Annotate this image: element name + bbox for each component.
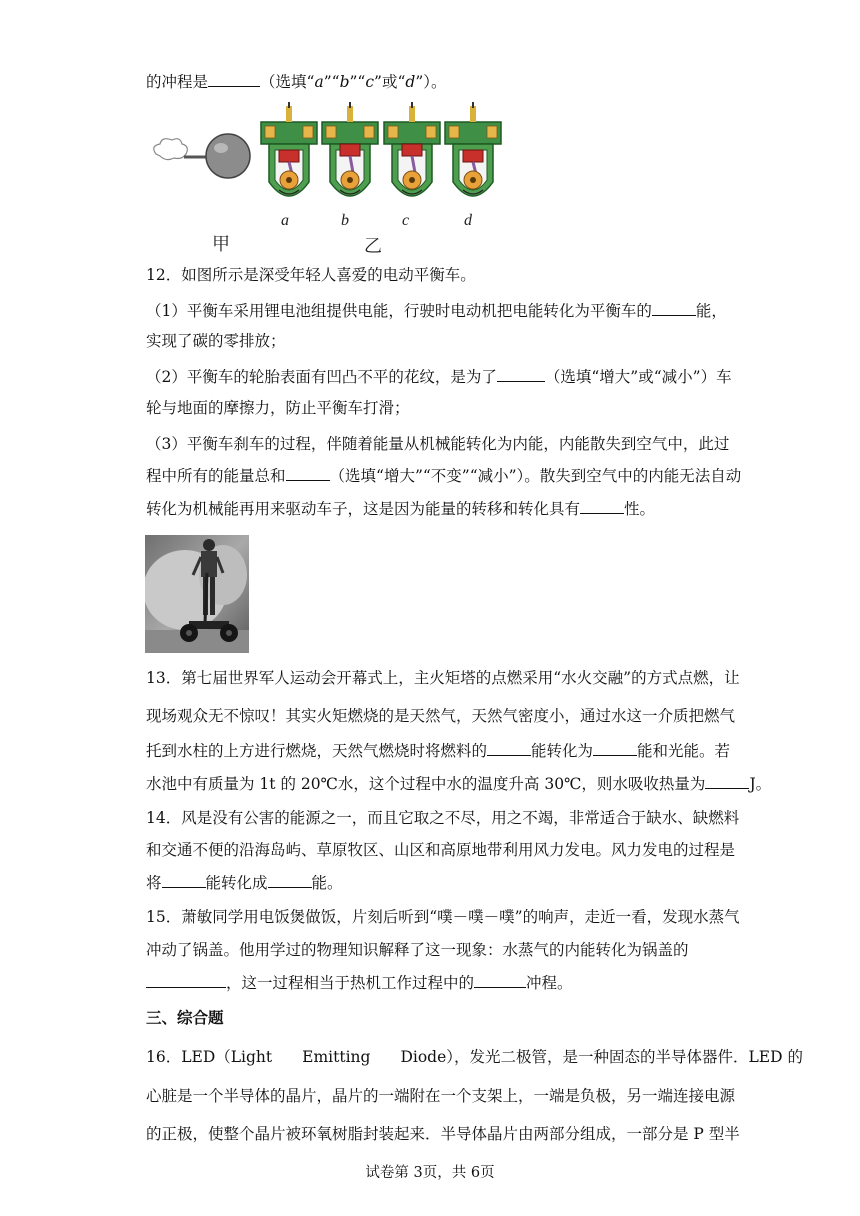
q12-p3c	[146, 499, 655, 519]
q13-l4	[146, 774, 771, 794]
figure-caption-yi: 乙	[364, 236, 382, 257]
text: ，这一过程相当于热机工作过程中的	[226, 974, 475, 992]
text: 冲程。	[526, 974, 573, 992]
text: 程中所有的能量总和	[146, 467, 286, 485]
answer-blank	[208, 72, 260, 87]
text: 水池中有质量为 1t 的 20℃水，这个过程中水的温度升高 30℃，则水吸收热量为	[146, 775, 706, 793]
text: （选填“增大”或“减小”）车	[544, 368, 732, 386]
text: 能转化成	[205, 874, 268, 892]
section-heading: 三、综合题	[146, 1008, 224, 1027]
text: 能。	[311, 874, 343, 892]
answer-blank	[286, 466, 330, 481]
q14-l2: 和交通不便的沿海岛屿、草原牧区、山区和高原地带利用风力发电。风力发电的过程是	[146, 841, 736, 859]
answer-blank	[474, 973, 526, 988]
q13-l3	[146, 741, 730, 761]
engine-cylinder-icon	[261, 102, 317, 196]
text: 性。	[624, 500, 656, 518]
text: 转化为机械能再用来驱动车子，这是因为能量的转移和转化具有	[146, 500, 581, 518]
q12-p2b: 轮与地面的摩擦力，防止平衡车打滑；	[146, 399, 410, 417]
text: 的冲程是	[146, 73, 209, 91]
q16-l2: 心脏是一个半导体的晶片，晶片的一端附在一个支架上，一端是负极，另一端连接电源	[146, 1087, 736, 1105]
answer-blank	[593, 741, 637, 756]
text: J。	[749, 775, 772, 793]
text: b	[339, 73, 350, 91]
q11-line	[146, 72, 447, 92]
q12-p3a: （3）平衡车刹车的过程，伴随着能量从机械能转化为内能，内能散失到空气中，此过	[146, 435, 730, 453]
balloon-illustration	[154, 134, 250, 178]
text: （选填“	[260, 73, 315, 91]
q13-l2: 现场观众无不惊叹！其实火矩燃烧的是天然气，天然气密度小，通过水这一介质把燃气	[146, 707, 736, 725]
engine-label-c: c	[402, 212, 410, 229]
q12-p1a	[146, 301, 727, 321]
text: （选填“增大”“不变”“减小”）。散失到空气中的内能无法自动	[329, 467, 742, 485]
q12-p1b: 实现了碳的零排放；	[146, 332, 286, 350]
text: a	[314, 73, 324, 91]
engine-cylinder-icon	[445, 102, 501, 196]
text: 托到水柱的上方进行燃烧，天然气燃烧时将燃料的	[146, 742, 488, 760]
q16-l1	[146, 1047, 803, 1067]
text: 能和光能。若	[637, 742, 731, 760]
text: ”）。	[415, 73, 447, 91]
engine-stroke-figure	[148, 100, 508, 240]
figure-caption-jia: 甲	[212, 234, 230, 255]
answer-blank	[146, 973, 226, 988]
answer-blank	[652, 301, 696, 316]
answer-blank	[268, 873, 312, 888]
answer-blank	[497, 367, 545, 382]
q12-p2a	[146, 367, 732, 387]
q12-stem: 12．如图所示是深受年轻人喜爱的电动平衡车。	[146, 266, 476, 284]
text: 能转化为	[531, 742, 594, 760]
q16-l3: 的正极，使整个晶片被环氧树脂封装起来．半导体晶片由两部分组成，一部分是 P 型半	[146, 1125, 740, 1143]
answer-blank	[580, 499, 624, 514]
engine-cylinder-icon	[322, 102, 378, 196]
engine-label-d: d	[464, 212, 472, 229]
text: （1）平衡车采用锂电池组提供电能，行驶时电动机把电能转化为平衡车的	[146, 302, 652, 320]
text: （2）平衡车的轮胎表面有凹凸不平的花纹，是为了	[146, 368, 497, 386]
text: 16．LED（Light	[146, 1048, 273, 1066]
answer-blank	[705, 774, 749, 789]
text: ”“	[349, 73, 366, 91]
q15-l3	[146, 973, 573, 993]
q15-l1: 15．萧敏同学用电饭煲做饭，片刻后听到“噗－噗－噗”的响声，走近一看，发现水蒸气	[146, 908, 740, 926]
answer-blank	[487, 741, 531, 756]
text: d	[405, 73, 416, 91]
engine-label-b: b	[341, 212, 349, 229]
q14-l3	[146, 873, 343, 893]
engines	[261, 102, 501, 196]
q15-l2: 冲动了锅盖。他用学过的物理知识解释了这一现象：水蒸气的内能转化为锅盖的	[146, 941, 689, 959]
q12-p3b	[146, 466, 741, 486]
text: c	[365, 73, 375, 91]
q14-l1: 14．风是没有公害的能源之一，而且它取之不尽，用之不竭，非常适合于缺水、缺燃料	[146, 809, 740, 827]
text: 将	[146, 874, 162, 892]
text: Diode），发光二极管，是一种固态的半导体器件．LED 的	[400, 1048, 803, 1066]
engine-label-a: a	[281, 212, 289, 229]
text: 能，	[695, 302, 727, 320]
engine-cylinder-icon	[384, 102, 440, 196]
page-footer: 试卷第 3页，共 6页	[365, 1165, 495, 1181]
text: ”或“	[374, 73, 406, 91]
text: Emitting	[302, 1048, 371, 1066]
balance-scooter-photo	[145, 535, 249, 653]
answer-blank	[162, 873, 206, 888]
text: ”“	[323, 73, 340, 91]
q13-l1: 13．第七届世界军人运动会开幕式上，主火矩塔的点燃采用“水火交融”的方式点燃，让	[146, 669, 740, 687]
